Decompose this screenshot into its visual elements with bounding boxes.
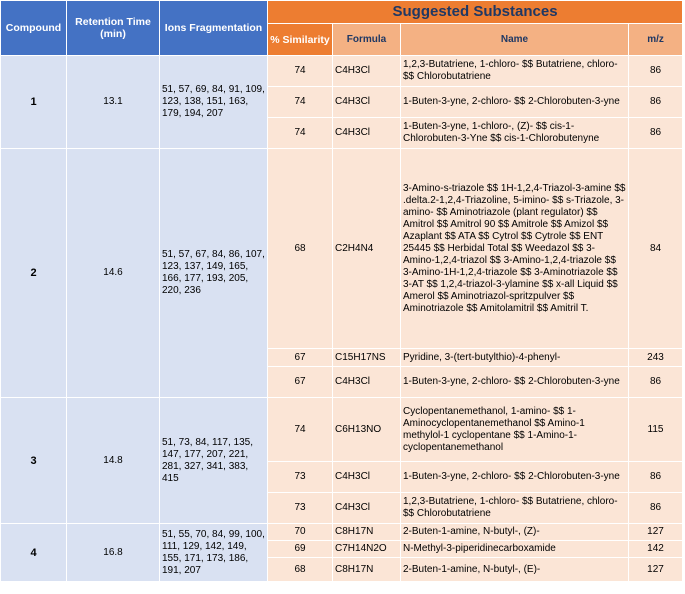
compound-id: 3	[1, 398, 67, 524]
mz-value: 86	[629, 493, 683, 524]
header-retention-time: Retention Time (min)	[67, 1, 160, 56]
header-formula: Formula	[333, 24, 401, 56]
ions-fragmentation: 51, 57, 67, 84, 86, 107, 123, 137, 149, 165, 166, 177, 193, 205, 220, 236	[160, 149, 268, 398]
substance-name: 1-Buten-3-yne, 2-chloro- $$ 2-Chlorobuten-3-yne	[401, 367, 629, 398]
compound-id: 1	[1, 56, 67, 149]
formula-value: C4H3Cl	[333, 87, 401, 118]
mz-value: 243	[629, 349, 683, 367]
similarity-value: 68	[268, 558, 333, 582]
formula-value: C4H3Cl	[333, 118, 401, 149]
ions-fragmentation: 51, 73, 84, 117, 135, 147, 177, 207, 221, 281, 327, 341, 383, 415	[160, 398, 268, 524]
header-similarity: % Similarity	[268, 24, 333, 56]
substance-name: 1,2,3-Butatriene, 1-chloro- $$ Butatriene, chloro- $$ Chlorobutatriene	[401, 493, 629, 524]
ions-fragmentation: 51, 55, 70, 84, 99, 100, 111, 129, 142, 149, 155, 171, 173, 186, 191, 207	[160, 524, 268, 582]
header-compound: Compound	[1, 1, 67, 56]
similarity-value: 67	[268, 367, 333, 398]
compound-id: 4	[1, 524, 67, 582]
similarity-value: 74	[268, 56, 333, 87]
substance-name: N-Methyl-3-piperidinecarboxamide	[401, 541, 629, 558]
similarity-value: 73	[268, 462, 333, 493]
header-ions-fragmentation: Ions Fragmentation	[160, 1, 268, 56]
similarity-value: 68	[268, 149, 333, 349]
formula-value: C8H17N	[333, 524, 401, 541]
substance-name: Pyridine, 3-(tert-butylthio)-4-phenyl-	[401, 349, 629, 367]
substance-name: 3-Amino-s-triazole $$ 1H-1,2,4-Triazol-3-amine $$ .delta.2-1,2,4-Triazoline, 5-imino- $$ s-Triazole, 3-amino- $$ Aminotriazole (plant regulator) $$ Amitrol $$ Amitrol 90 $$ Amitrole $$ Amizol $$ Azaplant $$ ATA $$ Cytrol $$ Cytrole $$ ENT 25445 $$ Herbidal Total $$ Weedazol $$ 3-Amino-1,2,4-triazol $$ 3-Amino-1,2,4-triazole $$ 3-Amino-1H-1,2,4-triazole $$ 3-Aminotriazole $$ 3-AT $$ 1,2,4-triazol-3-ylamine $$ x-all Liquid $$ Amerol $$ Aminotriazol-spritzpulver $$ Aminotriazole $$ Amitolamitril $$ Amitril T.	[401, 149, 629, 349]
formula-value: C7H14N2O	[333, 541, 401, 558]
formula-value: C4H3Cl	[333, 493, 401, 524]
retention-time: 14.6	[67, 149, 160, 398]
substance-name: 2-Buten-1-amine, N-butyl-, (Z)-	[401, 524, 629, 541]
mz-value: 142	[629, 541, 683, 558]
mz-value: 86	[629, 367, 683, 398]
mz-value: 115	[629, 398, 683, 462]
similarity-value: 74	[268, 118, 333, 149]
header-mz: m/z	[629, 24, 683, 56]
similarity-value: 73	[268, 493, 333, 524]
substance-name: 1,2,3-Butatriene, 1-chloro- $$ Butatriene, chloro- $$ Chlorobutatriene	[401, 56, 629, 87]
similarity-value: 74	[268, 398, 333, 462]
compound-id: 2	[1, 149, 67, 398]
similarity-value: 67	[268, 349, 333, 367]
mz-value: 127	[629, 524, 683, 541]
header-suggested-substances: Suggested Substances	[268, 1, 683, 24]
formula-value: C2H4N4	[333, 149, 401, 349]
retention-time: 16.8	[67, 524, 160, 582]
table-row	[1, 398, 683, 462]
substance-name: 1-Buten-3-yne, 1-chloro-, (Z)- $$ cis-1-Chlorobuten-3-Yne $$ cis-1-Chlorobutenyne	[401, 118, 629, 149]
similarity-value: 70	[268, 524, 333, 541]
table-row	[1, 524, 683, 541]
formula-value: C6H13NO	[333, 398, 401, 462]
formula-value: C4H3Cl	[333, 462, 401, 493]
mz-value: 127	[629, 558, 683, 582]
ions-fragmentation: 51, 57, 69, 84, 91, 109, 123, 138, 151, 163, 179, 194, 207	[160, 56, 268, 149]
table-row	[1, 149, 683, 349]
substance-name: 2-Buten-1-amine, N-butyl-, (E)-	[401, 558, 629, 582]
formula-value: C4H3Cl	[333, 56, 401, 87]
mz-value: 86	[629, 118, 683, 149]
table-row	[1, 56, 683, 87]
mz-value: 86	[629, 87, 683, 118]
mz-value: 86	[629, 56, 683, 87]
substance-name: 1-Buten-3-yne, 2-chloro- $$ 2-Chlorobuten-3-yne	[401, 462, 629, 493]
substance-name: 1-Buten-3-yne, 2-chloro- $$ 2-Chlorobuten-3-yne	[401, 87, 629, 118]
retention-time: 14.8	[67, 398, 160, 524]
retention-time: 13.1	[67, 56, 160, 149]
header-name: Name	[401, 24, 629, 56]
substance-name: Cyclopentanemethanol, 1-amino- $$ 1-Aminocyclopentanemethanol $$ Amino-1 methylol-1 cyclopentane $$ 1-Amino-1-cyclopentanemethanol	[401, 398, 629, 462]
similarity-value: 69	[268, 541, 333, 558]
mz-value: 86	[629, 462, 683, 493]
similarity-value: 74	[268, 87, 333, 118]
formula-value: C8H17N	[333, 558, 401, 582]
mz-value: 84	[629, 149, 683, 349]
formula-value: C15H17NS	[333, 349, 401, 367]
formula-value: C4H3Cl	[333, 367, 401, 398]
